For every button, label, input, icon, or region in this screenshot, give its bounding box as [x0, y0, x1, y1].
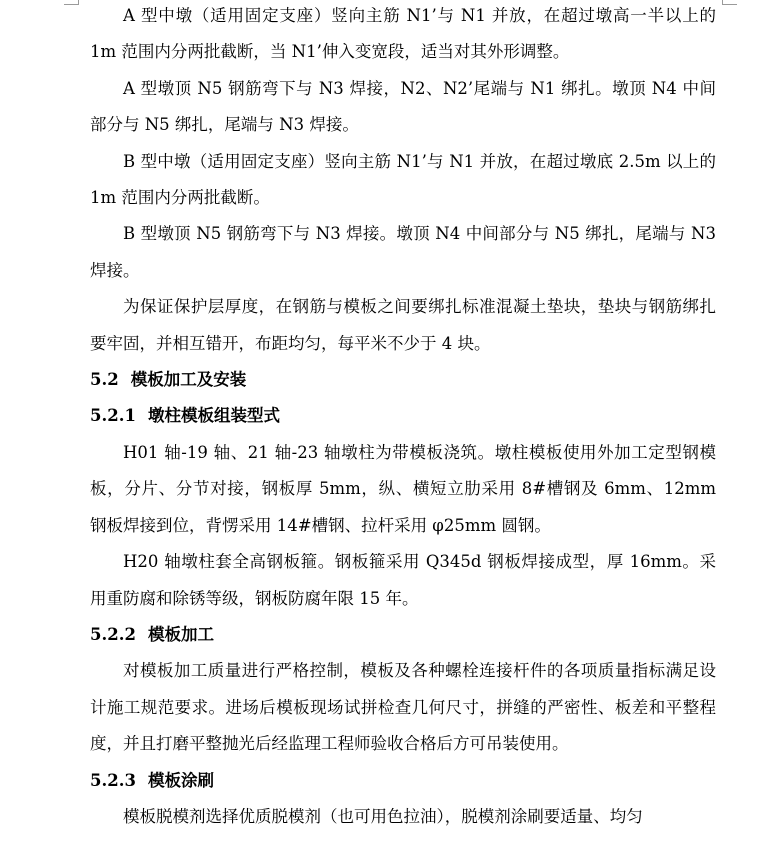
section-heading-5-2-2 — [90, 617, 716, 653]
section-heading-5-2 — [90, 362, 716, 398]
paragraph: H20 轴墩柱套全高钢板箍。钢板箍采用 Q345d 钢板焊接成型，厚 16mm。采用重防腐和除锈等级，钢板防腐年限 15 年。 — [90, 552, 716, 608]
section-title: 模板加工及安装 — [130, 370, 247, 390]
section-number: 5.2.2 — [90, 624, 136, 644]
section-number: 5.2 — [90, 370, 119, 390]
paragraph: A 型中墩（适用固定支座）竖向主筋 N1’与 N1 并放，在超过墩高一半以上的 1m 范围内分两批截断，当 N1’伸入变宽段，适当对其外形调整。 — [90, 6, 716, 62]
section-title: 墩柱模板组装型式 — [147, 406, 280, 426]
paragraph: 为保证保护层厚度，在钢筋与模板之间要绑扎标准混凝土垫块，垫块与钢筋绑扎要牢固，并相互错开，布距均匀，每平米不少于 4 块。 — [90, 297, 716, 353]
section-title: 模板加工 — [147, 624, 214, 644]
section-number: 5.2.1 — [90, 406, 136, 426]
paragraph: H01 轴-19 轴、21 轴-23 轴墩柱为带模板浇筑。墩柱模板使用外加工定型钢模板，分片、分节对接，钢板厚 5mm，纵、横短立肋采用 8#槽钢及 6mm、12mm 钢板焊接到位，背愣采用 14#槽钢、拉杆采用 φ25mm 圆钢。 — [90, 442, 716, 535]
document-body — [90, 0, 716, 835]
section-heading-5-2-1 — [90, 398, 716, 434]
paragraph: B 型中墩（适用固定支座）竖向主筋 N1’与 N1 并放，在超过墩底 2.5m 以上的 1m 范围内分两批截断。 — [90, 151, 716, 208]
crop-mark-left — [64, 0, 79, 5]
paragraph: B 型墩顶 N5 钢筋弯下与 N3 焊接。墩顶 N4 中间部分与 N5 绑扎，尾端与 N3 焊接。 — [90, 224, 716, 280]
section-title: 模板涂刷 — [147, 770, 214, 790]
paragraph: A 型墩顶 N5 钢筋弯下与 N3 焊接，N2、N2’尾端与 N1 绑扎。墩顶 N4 中间部分与 N5 绑扎，尾端与 N3 焊接。 — [90, 78, 716, 135]
crop-mark-right — [722, 0, 737, 5]
section-heading-5-2-3 — [90, 763, 716, 799]
section-number: 5.2.3 — [90, 770, 136, 790]
paragraph: 模板脱模剂选择优质脱模剂（也可用色拉油），脱模剂涂刷要适量、均匀 — [123, 806, 643, 826]
paragraph: 对模板加工质量进行严格控制，模板及各种螺栓连接杆件的各项质量指标满足设计施工规范要求。进场后模板现场试拼检查几何尺寸，拼缝的严密性、板差和平整程度，并且打磨平整抛光后经监理工程师验收合格后方可吊装使用。 — [90, 661, 716, 754]
